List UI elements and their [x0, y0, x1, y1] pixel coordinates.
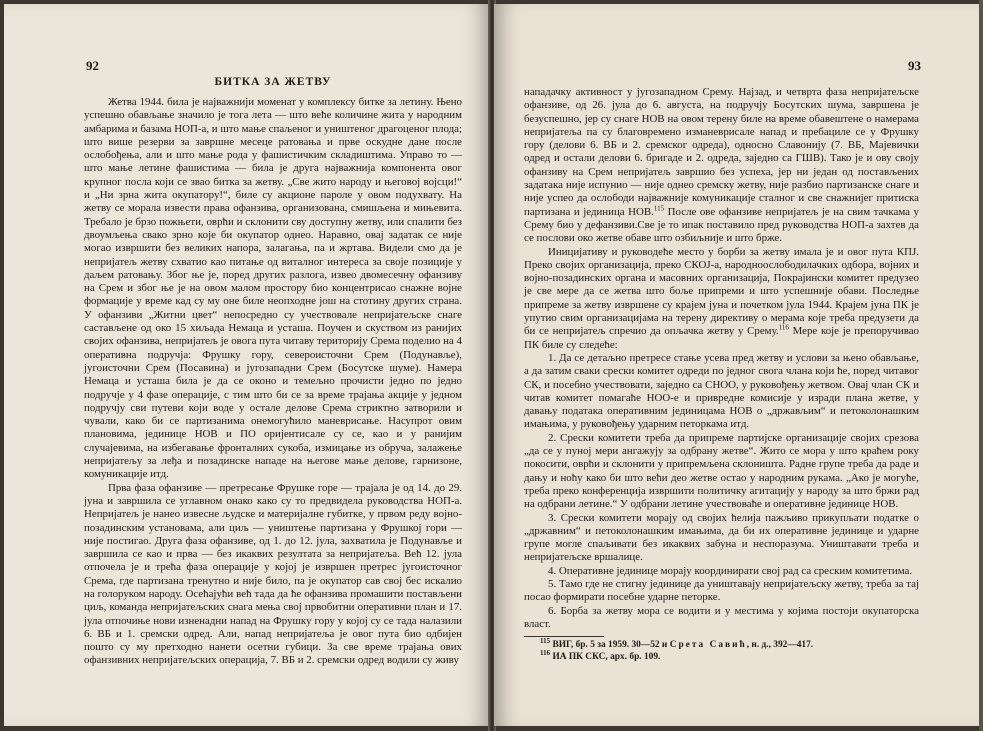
list-item: 4. Оперативне јединице морају координирати свој рад са среским комитетима.: [548, 564, 913, 577]
list-item: 1. Да се детаљно претресе стање усева пред жетву и услови за њено обављање, а да затим сваки срески комитет одреди по једног свога члана који ће, поред читавог СК, и посебно учествовати, заједно са СНОО, у руковођењу жетвом. Овај члан СК и читав комитет помагаће НОО-е и привредне комисије у изради плана жетве, у давању података оперативним јединицама НОВ о „држављим“ и петоколонашким имањима, у руковођењу ударним петоркама итд.: [524, 351, 919, 431]
page-number: 93: [908, 58, 921, 73]
paragraph: нападачку активност у југозападном Срему. Најзад, и четврта фаза непријатељске офанзиве, од 26. јула до 6. августа, на подручју Босутских шума, завршена је безуспешно, јер су снаге НОВ на овом терену биле на време обавештене о намерама непријатеља па су благовремено изманеврисале напад и пребациле се у Фрушку гору (делови 6. ВБ и 2. сремског одреда), односно Славонију (7. ВБ, Мајевички одред и остали делови 6. бригаде и 2. одреда, заједно са ГШВ). Тако је и ову своју офанзиву на Срем непријатељ завршио без успеха, јер ни један од постављених задатака није испунио — није однео сремску жетву, није разбио партизанске снаге и није успео да ослободи најважније комуникације сталног и све снажнијег притиска партизана и јединица НОВ.$^{115}$ После ове офанзиве непријатељ је на свим тачкама у Срему био у дефанзиви.Све је то ипак поставило пред руководства НОП-а захтев да се послови око жетве обаве што озбиљније и што брже.: [524, 86, 919, 245]
footnote: $^{116}$ ИА ПК СКС, арх. бр. 109.: [540, 648, 661, 662]
book-edge: [979, 0, 983, 731]
left-body: [84, 96, 462, 668]
list-item: 6. Борба за жетву мора се водити и у местима у којима постоји окупаторска власт.: [524, 604, 919, 630]
footnote: $^{115}$ ВИГ, бр. 5 за 1959. 30—52 и Срета Савић, н. д., 392—417.: [540, 636, 814, 650]
list-item: 2. Срески комитети треба да припреме партијске организације својих срезова „да се у пуној мери ангажују за одбрану жетве“. Жито се мора у што краћем року покосити, оврћи и склонити у припремљена склоништа. Радне групе треба да раде и дању и ноћу како би што већи део жетве остао у народним рукама. „Ако је могуће, треба преко конференција извршити политичку агитацију у народу за што бржи рад на одбрани летине.“ У одбрани летине учествоваће и оперативне јединице НОВ.: [524, 431, 919, 511]
list-item: 5. Тамо где не стигну јединице да уништавају непријатељску жетву, треба за тај посао формирати посебне ударне петорке.: [524, 577, 919, 604]
page-number: 92: [86, 58, 99, 73]
footnote-rule: [524, 636, 604, 637]
paragraph: Жетва 1944. била је најважнији моменат у комплексу битке за летину. Њено успешно обављање значило је тога лета — што веће количине жита у народним амбарима и базама НОП-а, и што мање спаљеног и уништеног драгоценог плода; што више резерви за завршне месеце ратовања и прве оскудне дане после ослобођења, али и што мање рода у фашистичким складиштима. Управо то — што мање летине фашистима — била је друга најважнија компонента овог крупног посла који се звао битка за жетву. „Све жито народу и његовој војсци!“ и „Ни зрна жита окупатору!“, биле су акционе пароле у овом подухвату. На жетву се морала извести права офанзива, организована, смишљена и мињевита. Требало је брзо пожњети, оврћи и склонити сву доступну жетву, или спалити без двоумљења свако зрно које би окупатор однео. Наравно, овај задатак се није могао извршити без великих напора, залагања, па и жртава. Видели смо да је непријатељ жетву схватио као питање од виталног интереса за своје позиције у даљем ратовању. Због ње је, поред других разлога, извео двомесечну офанзиву на Срем и због ње је на овом малом простору био концентрисао снажне војне формације у време кад су му оне биле неопходне још на стотину других страна. У офанзиви „Житни цвет“ непосредно су учествовале непријатељске снаге састављене од око 15 хиљада Немаца и усташа. Поучен и скуством из ранијих својих офанзива, непријатељ је овога пута читаву територију Срема поделио на 4 оперативна подручја: Фрушку гору, североисточни Срем (Подунавље), југоисточни Срем (Посавина) и југозападни Срем (Босутске шуме). Намера Немаца и усташа била је да се оконо и темељно прочисти једно по једно подручје у 4 фазе операције, с тим што би се за време трајања акције у једном подручју сви путеви који воде у остале делове Срема стриктно затворили и чували, како би се партизанима онемогућило маневрисање. Насупрот овим плановима, јединице НОВ и ПО оријентисале су се, као и у ранијим случајевима, на избегавање фронталних сукоба, измицање из обруча, залажење непријатељу за леђа и позадинске нападе на његове мање делове, гарнизоне, комуникације итд.: [84, 96, 462, 481]
footnote-ref: 116: [778, 323, 789, 332]
left-page: [4, 4, 490, 726]
footnotes: [524, 636, 919, 663]
list-item: 3. Срески комитети морају од својих ћелија пажљиво прикупљати податке о „државним“ и петоколонашким имањима, да би их оперативне јединице и ударне групе могле спаљивати без икаквих забуна и неспоразума. Уништавати треба и непријатељске вршалице.: [524, 511, 919, 564]
right-body: [524, 86, 919, 631]
right-page: [494, 4, 979, 726]
paragraph: Иницијативу и руководеће место у борби за жетву имала је и овог пута КПЈ. Преко својих организација, преко СКОЈ-а, народноослободилачких одбора, војних и војно-позадинских органа и масовних организација, Покрајински комитет предузео је све мере да се жетва што боље припреми и што успешније обави. Последње припреме за жетву извршене су крајем јуна и почетком јула 1944. Крајем јуна ПК је упутио свим организацијама на терену директиву о мерама које треба предузети да би се непријатељ спречио да опљачка жетву у Срему.$^{116}$ Мере које је препоручивао ПК биле су следеће:: [524, 245, 919, 351]
chapter-heading: БИТКА ЗА ЖЕТВУ: [214, 76, 332, 88]
footnote-ref: 115: [653, 204, 665, 213]
paragraph: Прва фаза офанзиве — претресање Фрушке горе — трајала је од 14. до 29. јуна и завршила се углавном онако како су то предвидела руководства НОП-а. Непријатељ је нанео извесне људске и материјалне губитке, у првом реду војно-позадинским установама, али циљ — уништење партизана у Фрушкој гори — није постигао. Друга фаза офанзиве, од 1. до 12. јула, захватила је Подунавље и завршила се као и прва — без икаквих резултата за непријатеља. Већ 12. јула отпочела је и трећа фаза операције у којој је извршен претрес југоисточног Срема, где партизана тренутно и није било, па је окупатор сав свој бес искалио на голоруком народу. Осећајући већ тада да ће офанзива промашити постављени циљ, команда непријатељских снага мења свој првобитни оперативни план и 17. јула отпочиње нови изненадни напад на Фрушку гору у којој су се тада налазили 6. ВБ и 1. сремски одред. Али, напад непријатеља је овог пута био одбијен пошто су му претходно нанети осетни губици. За све време трајања ових офанзивних непријатељских операција, 7. ВБ и 2. сремски одред водили су живу: [84, 481, 462, 667]
